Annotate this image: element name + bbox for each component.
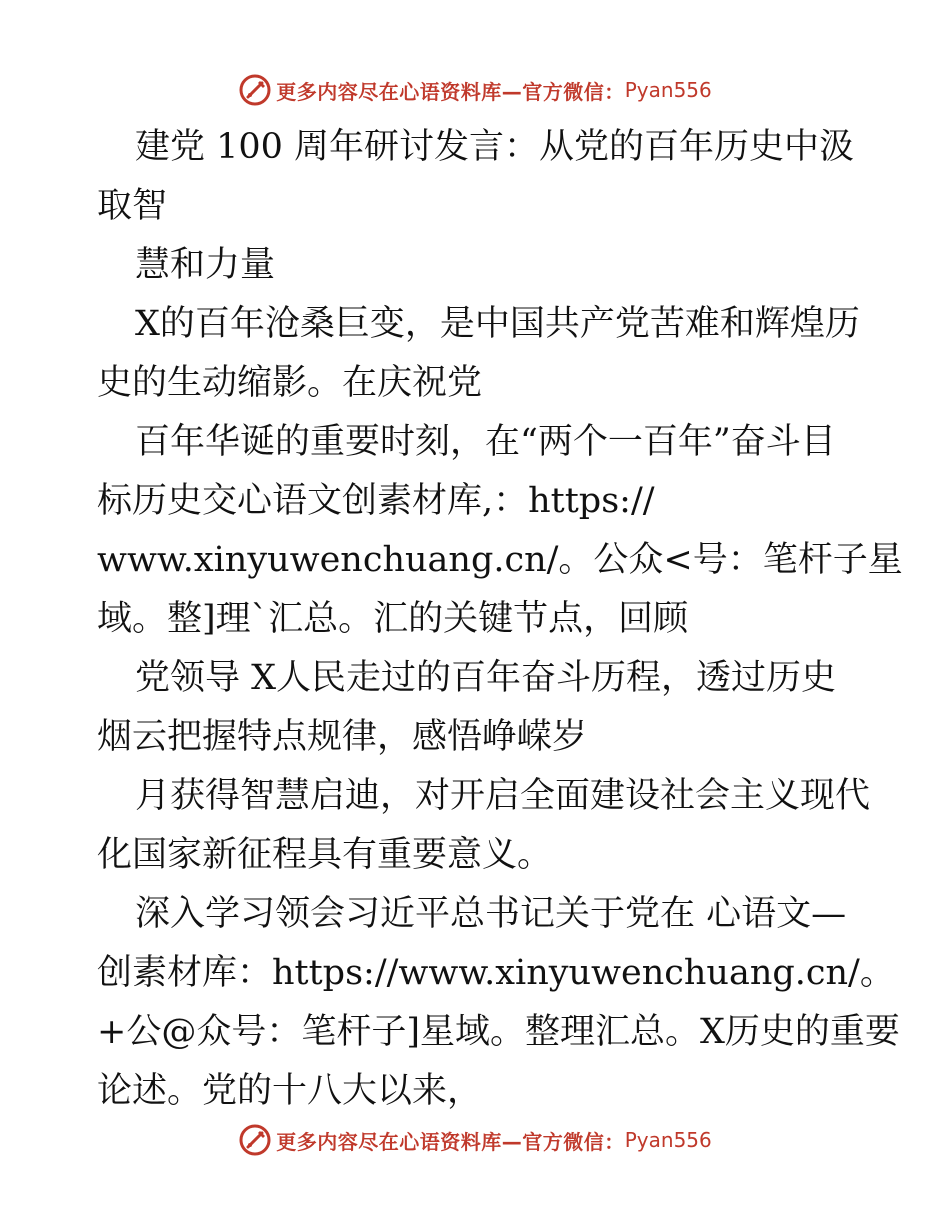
text-line: 百年华诞的重要时刻，在“两个一百年”奋斗目 (135, 422, 836, 462)
footer-banner (0, 1120, 950, 1160)
text-line: 月获得智慧启迪，对开启全面建设社会主义现代 (135, 776, 871, 816)
text-line: 烟云把握特点规律，感悟峥嵘岁 (97, 717, 588, 757)
text-line: www.xinyuwenchuang.cn/。公众<号：笔杆子星 (97, 540, 903, 580)
text-line: +公@众号：笔杆子]星域。整理汇总。X历史的重要 (97, 1012, 900, 1052)
text-line: 建党 100 周年研讨发言：从党的百年历史中汲 (135, 127, 855, 167)
text-line: 取智 (97, 186, 168, 226)
logo-icon (238, 73, 272, 107)
text-line: 域。整]理`汇总。汇的关键节点，回顾 (97, 599, 689, 639)
text-line: 深入学习领会习近平总书记关于党在 心语文— (135, 894, 847, 934)
text-line: 党领导 X人民走过的百年奋斗历程，透过历史 (135, 658, 837, 698)
text-line: 史的生动缩影。在庆祝党 (97, 363, 483, 403)
text-line: 创素材库：https://www.xinyuwenchuang.cn/。 (97, 953, 895, 993)
text-line: 化国家新征程具有重要意义。 (97, 835, 553, 875)
text-line: 标历史交心语文创素材库,：https:// (97, 481, 655, 521)
banner-wechat-id: Pyan556 (624, 78, 712, 102)
logo-icon (238, 1123, 272, 1157)
text-line: 论述。党的十八大以来， (97, 1071, 483, 1111)
banner-wechat-id: Pyan556 (624, 1128, 712, 1152)
document-body (97, 118, 903, 1121)
banner-text: 更多内容尽在心语资料库—官方微信： (276, 79, 625, 104)
text-line: 慧和力量 (135, 245, 276, 285)
banner-text: 更多内容尽在心语资料库—官方微信： (276, 1129, 625, 1154)
text-line: X的百年沧桑巨变，是中国共产党苦难和辉煌历 (135, 304, 860, 344)
header-banner (0, 70, 950, 110)
